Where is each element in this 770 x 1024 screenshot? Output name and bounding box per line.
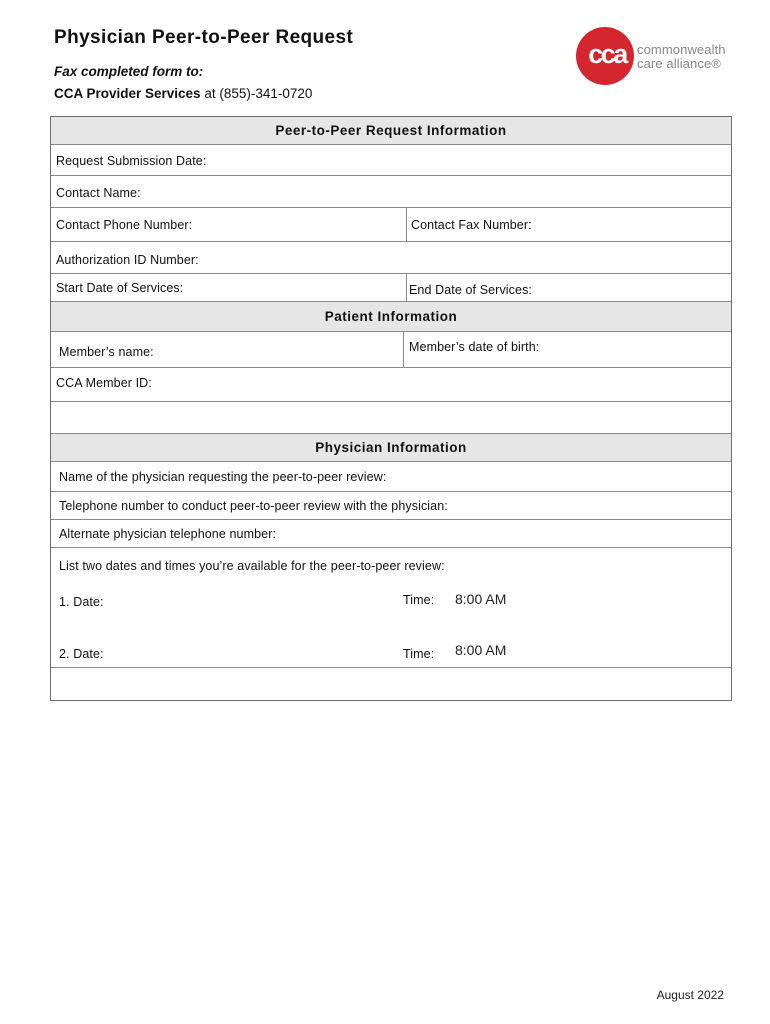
physician-telephone-field[interactable]	[51, 491, 731, 519]
logo-wordmark-line2: care alliance®	[637, 56, 721, 71]
availability-block	[51, 547, 731, 667]
end-date-label[interactable]: End Date of Services:	[409, 283, 532, 297]
column-divider	[406, 274, 407, 301]
peer-to-peer-form	[50, 116, 732, 701]
member-id-label: CCA Member ID:	[56, 376, 152, 390]
request-submission-date-label: Request Submission Date:	[56, 154, 207, 168]
contact-phone-label[interactable]: Contact Phone Number:	[56, 218, 193, 232]
section-heading-request: Peer-to-Peer Request Information	[51, 117, 731, 144]
member-name-label[interactable]: Member’s name:	[59, 345, 154, 359]
contact-name-label: Contact Name:	[56, 186, 141, 200]
time2-value[interactable]: 8:00 AM	[455, 642, 507, 658]
provider-name: CCA Provider Services	[54, 86, 201, 101]
time2-label: Time:	[403, 647, 435, 661]
column-divider	[403, 332, 404, 367]
contact-fax-label[interactable]: Contact Fax Number:	[411, 218, 532, 232]
contact-name-field[interactable]	[51, 175, 731, 207]
member-name-dob-row	[51, 331, 731, 367]
column-divider	[406, 208, 407, 241]
physician-name-label: Name of the physician requesting the peer-to-peer review:	[59, 470, 387, 484]
fax-instruction: Fax completed form to:	[54, 64, 204, 79]
section-heading-physician: Physician Information	[51, 433, 731, 461]
authorization-id-field[interactable]	[51, 241, 731, 273]
request-submission-date-field[interactable]	[51, 144, 731, 175]
availability-label: List two dates and times you’re available for the peer-to-peer review:	[59, 559, 445, 573]
time1-label: Time:	[403, 593, 435, 607]
authorization-id-label: Authorization ID Number:	[56, 253, 199, 267]
provider-fax-line	[54, 86, 312, 101]
date1-label[interactable]: 1. Date:	[59, 595, 104, 609]
time1-value[interactable]: 8:00 AM	[455, 591, 507, 607]
start-date-label[interactable]: Start Date of Services:	[56, 281, 184, 295]
alternate-telephone-field[interactable]	[51, 519, 731, 547]
section-heading-patient: Patient Information	[51, 301, 731, 331]
logo-wordmark-line1: commonwealth	[637, 42, 726, 57]
alternate-telephone-label: Alternate physician telephone number:	[59, 527, 277, 541]
revision-date: August 2022	[656, 988, 724, 1002]
member-dob-label[interactable]: Member’s date of birth:	[409, 340, 540, 354]
additional-notes-area[interactable]	[51, 667, 731, 700]
date2-label[interactable]: 2. Date:	[59, 647, 104, 661]
member-id-entry-area[interactable]	[51, 401, 731, 433]
service-dates-row	[51, 273, 731, 301]
provider-fax-number: at (855)-341-0720	[200, 86, 313, 101]
physician-name-field[interactable]	[51, 461, 731, 491]
page-title: Physician Peer-to-Peer Request	[54, 27, 354, 48]
member-id-field[interactable]	[51, 367, 731, 401]
physician-telephone-label: Telephone number to conduct peer-to-peer review with the physician:	[59, 499, 448, 513]
cca-logo	[576, 27, 726, 85]
logo-mark: cca	[588, 39, 626, 69]
contact-phone-fax-row	[51, 207, 731, 241]
